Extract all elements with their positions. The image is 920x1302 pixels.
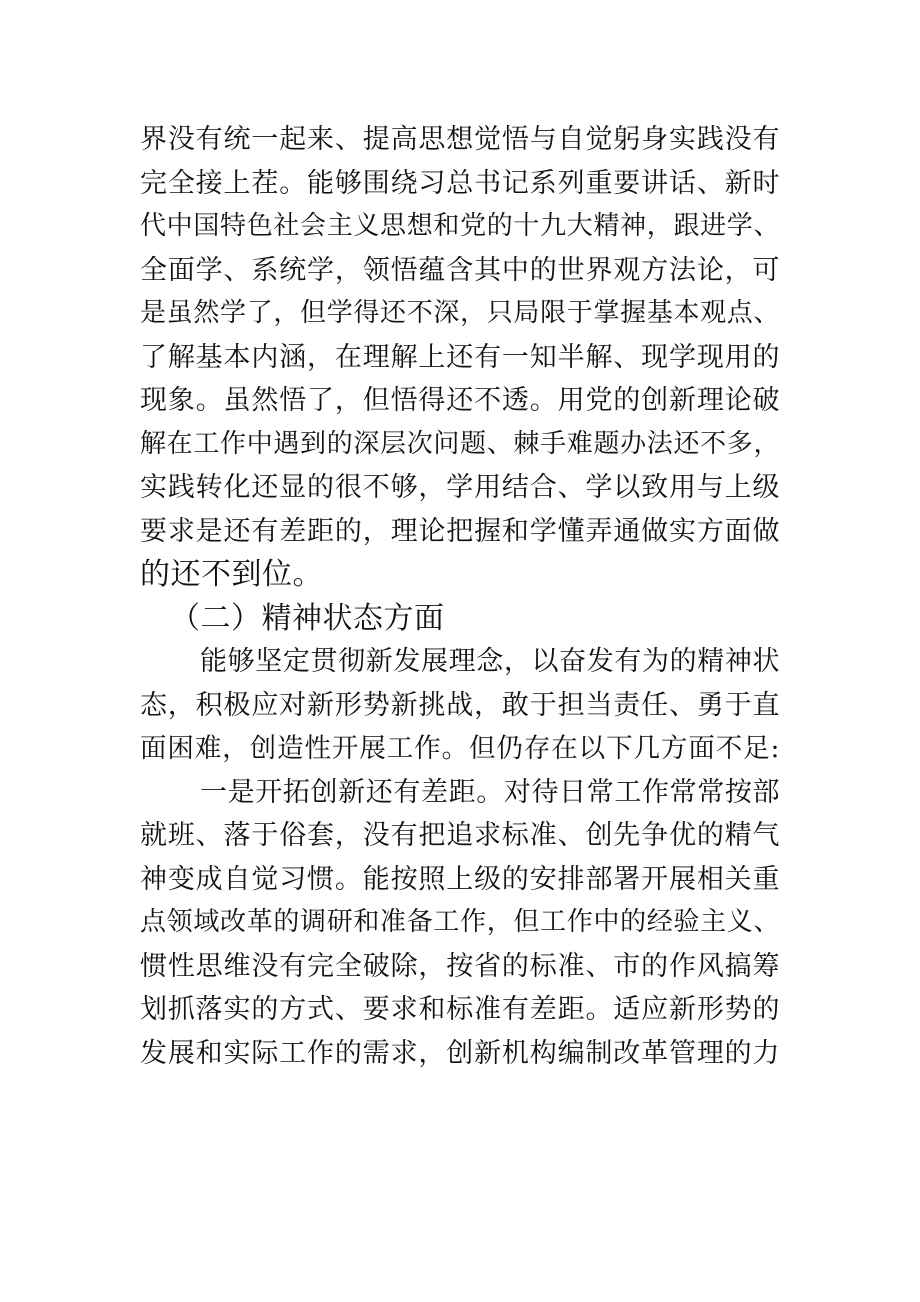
text-line-14: 态，积极应对新形势新挑战，敢于担当责任、勇于直	[140, 689, 780, 721]
text-line-3: 代中国特色社会主义思想和党的十九大精神，跟进学、	[140, 211, 780, 241]
text-line-17: 就班、落于俗套，没有把追求标准、创先争优的精气	[140, 820, 780, 851]
text-line-5: 是虽然学了，但学得还不深，只局限于掌握基本观点、	[140, 298, 780, 328]
text-line-9: 实践转化还显的很不够，学用结合、学以致用与上级	[140, 472, 780, 503]
text-line-1: 界没有统一起来、提高思想觉悟与自觉躬身实践没有	[140, 124, 780, 155]
section-heading: （二）精神状态方面	[170, 600, 445, 636]
text-line-19: 点领域改革的调研和准备工作，但工作中的经验主义、	[140, 907, 780, 937]
document-body	[140, 118, 780, 1075]
text-line-6: 了解基本内涵，在理解上还有一知半解、现学现用的	[140, 341, 780, 373]
text-line-18: 神变成自觉习惯。能按照上级的安排部署开展相关重	[140, 863, 780, 895]
text-line-11: 的还不到位。	[140, 557, 323, 592]
text-line-2: 完全接上茬。能够围绕习总书记系列重要讲话、新时	[140, 167, 780, 199]
text-line-13: 能够坚定贯彻新发展理念，以奋发有为的精神状	[200, 646, 780, 677]
text-line-16: 一是开拓创新还有差距。对待日常工作常常按部	[200, 776, 780, 808]
text-line-15: 面困难，创造性开展工作。但仍存在以下几方面不足:	[140, 733, 780, 764]
text-line-21: 划抓落实的方式、要求和标准有差距。适应新形势的	[140, 994, 780, 1025]
text-line-20: 惯性思维没有完全破除，按省的标准、市的作风搞筹	[140, 950, 780, 982]
text-line-8: 解在工作中遇到的深层次问题、棘手难题办法还不多，	[140, 428, 780, 459]
text-line-22: 发展和实际工作的需求，创新机构编制改革管理的力	[140, 1037, 780, 1069]
text-line-7: 现象。虽然悟了，但悟得还不透。用党的创新理论破	[140, 385, 780, 416]
text-line-4: 全面学、系统学，领悟蕴含其中的世界观方法论，可	[140, 254, 780, 286]
text-line-10: 要求是还有差距的，理论把握和学懂弄通做实方面做	[140, 515, 780, 547]
